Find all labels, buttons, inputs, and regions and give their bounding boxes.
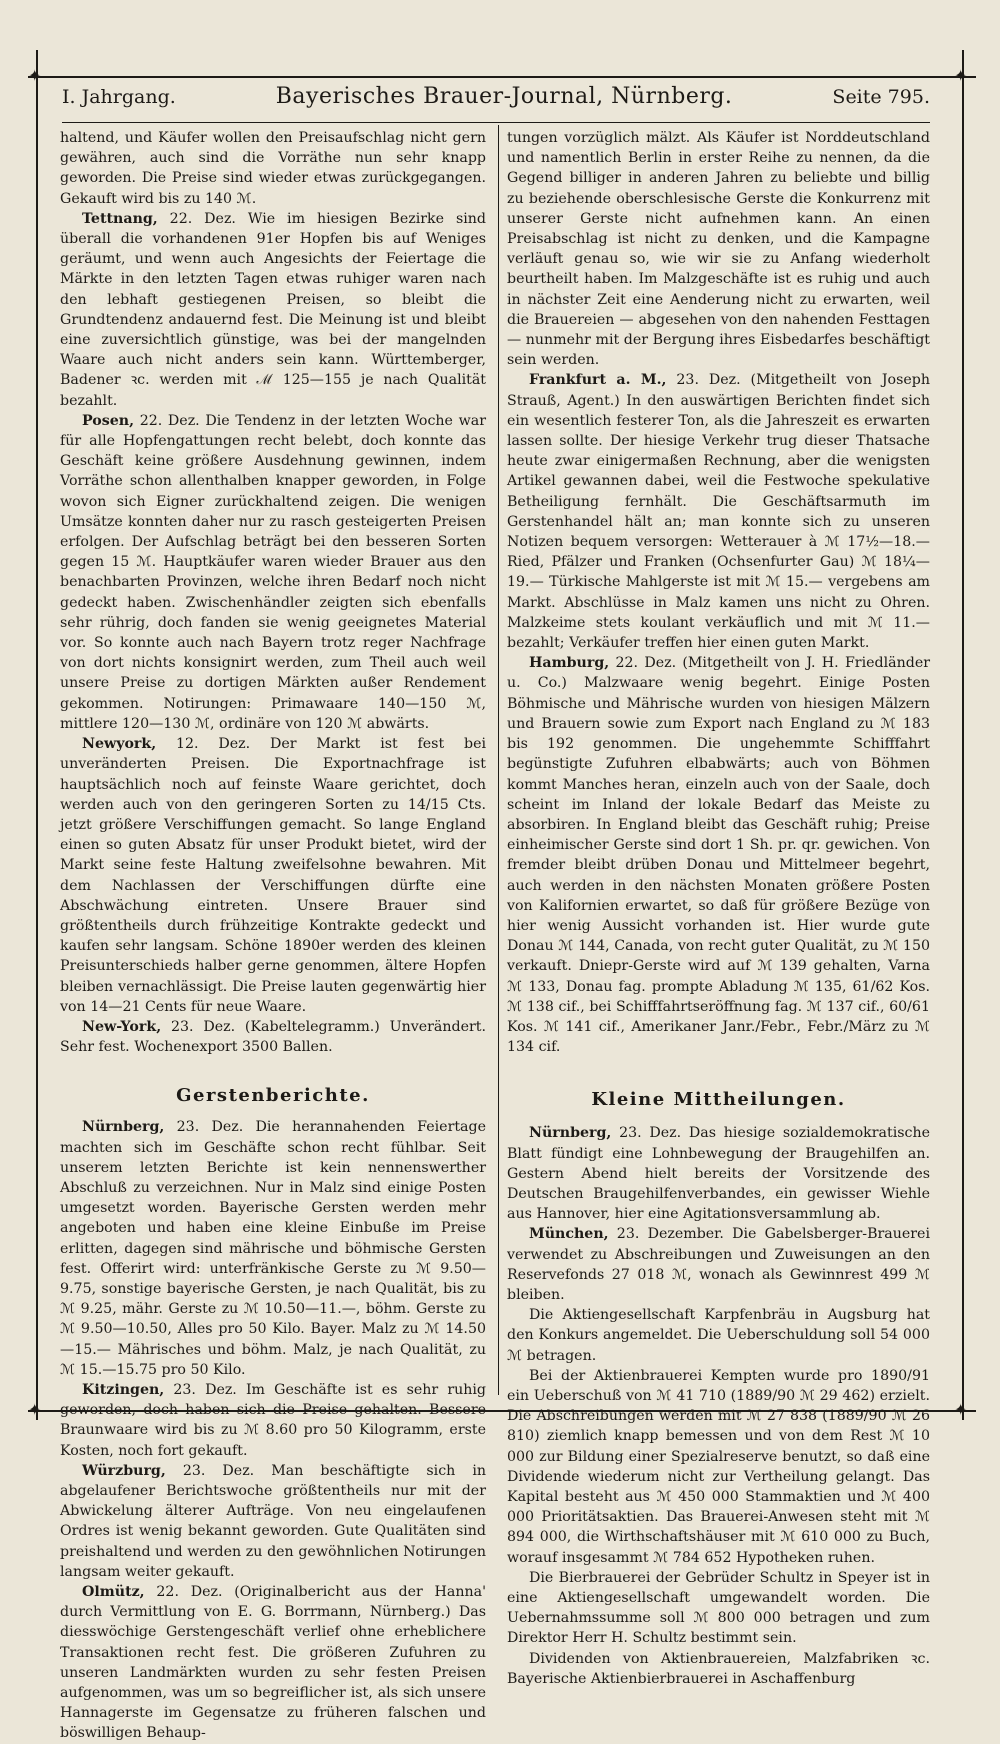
article-paragraph [60,734,486,1017]
article-paragraph [507,653,930,1057]
paragraph-text: 22. Dez. Wie im hiesigen Bezirke sind überall die vorhandenen 91er Hopfen bis auf Weniges geräumt, und wenn auch Angesichts der Feiertage die Märkte in den letzten Tagen etwas ruhiger waren nach den lebhaft gestiegenen Preisen, so bleibt die Grundtendenz andauernd fest. Die Meinung ist und bleibt eine zuversichtlich günstige, was bei der mangelnden Waare auch nicht anders sein kann. Württemberger, Badener ꝛc. werden mit ℳ 125—155 je nach Qualität bezahlt. [60,210,486,409]
frame-left-rule [36,50,38,1420]
paragraph-text: 23. Dez. Die herannahenden Feiertage machten sich im Geschäfte schon recht fühlbar. Seit unserem letzten Berichte ist kein nennenswerther Abschluß zu verzeichnen. Nur in Malz sind einige Posten umgesetzt worden. Bayerische Gersten werden mehr angeboten und haben eine kleine Einbuße im Preise erlitten, dagegen sind mährische und böhmische Gersten fest. Offerirt wird: unterfränkische Gerste zu ℳ 9.50—9.75, sonstige bayerische Gersten, je nach Qualität, bis zu ℳ 9.25, mähr. Gerste zu ℳ 10.50—11.—, böhm. Gerste zu ℳ 9.50—10.50, Alles pro 50 Kilo. Bayer. Malz zu ℳ 14.50—15.— Mährisches und böhm. Malz, je nach Qualität, zu ℳ 15.—15.75 pro 50 Kilo. [60,1119,486,1378]
article-paragraph [507,1224,930,1305]
place-heading: Würzburg, [82,1462,166,1479]
paragraph-text: 23. Dez. Man beschäftigte sich in abgelaufener Berichtswoche größtentheils nur mit der Abwickelung älterer Aufträge. Von neu eingelaufenen Ordres ist wenig bekannt geworden. Gute Qualitäten sind preishaltend und werden zu den gewöhnlichen Notirungen langsam weiter gekauft. [60,1462,486,1580]
place-heading: Olmütz, [82,1584,145,1601]
corner-ornament-icon: ✦ [28,66,42,85]
article-paragraph [60,1380,486,1461]
section-title: Kleine Mittheilungen. [591,1089,846,1111]
article-paragraph [507,370,930,653]
section-title: Gerstenberichte. [176,1085,370,1107]
paragraph-text: 23. Dez. Das hiesige sozialdemokratische Blatt fündigt eine Lohnbewegung der Braugehilfen an. Gestern Abend hielt bereits der Vorsitzende des Deutschen Braugehilfenverbandes, ein gewisser Wiehle aus Hannover, hier eine Agitationsversammlung ab. [507,1125,930,1223]
article-paragraph [60,1461,486,1582]
volume-label: I. Jahrgang. [62,86,176,108]
place-heading: München, [529,1226,609,1243]
paragraph-text: 12. Dez. Der Markt ist fest bei unveränderten Preisen. Die Exportnachfrage ist hauptsächlich noch auf feinste Waare gerichtet, doch werden auch von den geringeren Sorten zu 14/15 Cts. jetzt größere Verschiffungen gemacht. So lange England einen so guten Absatz für unser Produkt bietet, wird der Markt seine feste Haltung zweifelsohne bewahren. Mit dem Nachlassen der Verschiffungen dürfte eine Abschwächung eintreten. Unsere Brauer sind größtentheils durch frühzeitige Kontrakte gedeckt und kaufen sehr langsam. Schöne 1890er werden des kleinen Preisunterschieds halber gerne genommen, ältere Hopfen bleiben vernachlässigt. Die Preise lauten gegenwärtig hier von 14—21 Cents für neue Waare. [60,736,486,1015]
article-paragraph [60,209,486,411]
article-paragraph: Dividenden von Aktienbrauereien, Malzfabriken ꝛc. Bayerische Aktienbierbrauerei in Aschaffenburg [507,1650,930,1687]
frame-right-rule [962,50,964,1420]
place-heading: Posen, [82,412,135,429]
article-paragraph [60,1582,486,1744]
page-header [62,84,930,118]
article-paragraph: haltend, und Käufer wollen den Preisaufschlag nicht gern gewähren, auch sind die Vorräthe nun sehr knapp geworden. Die Preise sind wieder etwas zurückgegangen. Gekauft wird bis zu 140 ℳ. [60,130,486,207]
corner-ornament-icon: ✦ [954,66,968,85]
paragraph-text: 23. Dez. Im Geschäfte ist es sehr ruhig geworden, doch haben sich die Preise gehalten. Bessere Braunwaare wird bis zu ℳ 8.60 pro 50 Kilogramm, erste Kosten, noch fort gekauft. [60,1381,486,1459]
left-column [60,128,486,1744]
article-paragraph [507,1123,930,1224]
paragraph-text: 23. Dezember. Die Gabelsberger-Brauerei verwendet zu Abschreibungen und Zuweisungen an den Reservefonds 27 018 ℳ, wonach als Gewinnrest 499 ℳ bleiben. [507,1226,930,1303]
frame-top-rule [28,76,976,78]
article-paragraph [60,1117,486,1380]
right-column [507,128,930,1689]
place-heading: Tettnang, [82,210,158,227]
journal-title: Bayerisches Brauer-Journal, Nürnberg. [275,84,733,109]
place-heading: Kitzingen, [82,1381,165,1398]
article-paragraph: Bei der Aktienbrauerei Kempten wurde pro 1890/91 ein Ueberschuß von ℳ 41 710 (1889/90 ℳ 29 462) erzielt. Die Abschreibungen werden mit ℳ 27 838 (1889/90 ℳ 26 810) ziemlich knapp bemessen und von dem Rest ℳ 10 000 zur Bildung einer Spezialreserve benutzt, so daß eine Dividende wiederum nicht zur Vertheilung gelangt. Das Kapital besteht aus ℳ 450 000 Stammaktien und ℳ 400 000 Prioritätsaktien. Das Brauerei-Anwesen steht mit ℳ 894 000, die Wirthschaftshäuser mit ℳ 610 000 zu Buch, worauf insgesammt ℳ 784 652 Hypotheken ruhen. [507,1367,930,1566]
paragraph-text: 22. Dez. (Originalbericht aus der Hanna' durch Vermittlung von E. G. Borrmann, Nürnberg.) Das diesswöchige Gerstengeschäft verlief ohne erheblichere Transaktionen recht fest. Die größeren Zufuhren zu unseren Landmärkten wurden zu sehr festen Preisen aufgenommen, was um so begreiflicher ist, als sich unsere Hannagerste im Gegensatze zu früheren falschen und böswilligen Behaup- [60,1584,486,1742]
article-paragraph: Die Aktiengesellschaft Karpfenbräu in Augsburg hat den Konkurs angemeldet. Die Ueberschuldung soll 54 000 ℳ betragen. [507,1307,930,1364]
article-paragraph: tungen vorzüglich mälzt. Als Käufer ist Norddeutschland und namentlich Berlin in erster Reihe zu nennen, da die Gegend billiger in anderen Jahren zu beliebte und billig zu beziehende oberschlesische Gerste die Konkurrenz mit unserer Gerste nicht aufnehmen kann. An einen Preisabschlag ist nicht zu denken, und die Kampagne verläuft genau so, wie wir sie zu Anfang wiederholt beurtheilt haben. Im Malzgeschäfte ist es ruhig und auch in nächster Zeit eine Aenderung nicht zu erwarten, weil die Brauereien — abgesehen von den nahenden Festtagen — nunmehr mit der Bergung ihres Eisbedarfes beschäftigt sein werden. [507,130,930,369]
place-heading: Hamburg, [529,655,610,672]
place-heading: Nürnberg, [529,1125,612,1142]
paragraph-text: 22. Dez. (Mitgetheilt von J. H. Friedländer u. Co.) Malzwaare wenig begehrt. Einige Posten Böhmische und Mährische wurden von hiesigen Mälzern und Brauern sowie zum Export nach England zu ℳ 183 bis 192 genommen. Die ungehemmte Schifffahrt begünstigte Zufuhren elbabwärts; auch von Böhmen kommt Manches heran, einzeln auch von der Saale, doch scheint im Inland der lokale Bedarf das Meiste zu absorbiren. In England bleibt das Geschäft ruhig; Preise einheimischer Gerste sind dort 1 Sh. pr. qr. gewichen. Von fremder bleibt drüben Donau und Mittelmeer begehrt, auch werden in den nächsten Monaten größere Posten von Kalifornien erwartet, so daß für größere Bezüge von hier wenig Aussicht vorhanden ist. Hier wurde gute Donau ℳ 144, Canada, von recht guter Qualität, zu ℳ 150 verkauft. Dniepr-Gerste wird auf ℳ 139 gehalten, Varna ℳ 133, Donau fag. prompte Abladung ℳ 135, 61/62 Kos. ℳ 138 cif., bei Schifffahrtseröffnung fag. ℳ 137 cif., 60/61 Kos. ℳ 141 cif., Amerikaner Janr./Febr., Febr./März zu ℳ 134 cif. [507,655,930,1056]
place-heading: New-York, [82,1018,162,1035]
corner-ornament-icon: ✦ [954,1400,968,1419]
corner-ornament-icon: ✦ [28,1400,42,1419]
article-paragraph [60,1017,486,1057]
paragraph-text: 22. Dez. Die Tendenz in der letzten Woche war für alle Hopfengattungen recht belebt, doch konnte das Geschäft keine größere Ausdehnung gewinnen, indem Vorräthe schon allenthalben knapper geworden, in Folge wovon sich Eigner zurückhaltend zeigen. Die wenigen Umsätze konnten daher nur zu rasch gesteigerten Preisen erfolgen. Der Aufschlag beträgt bei den besseren Sorten gegen 15 ℳ. Hauptkäufer waren wieder Brauer aus den benachbarten Provinzen, welche ihren Bedarf noch nicht gedeckt haben. Zwischenhändler zeigten sich ebenfalls sehr rührig, doch fanden sie wenig geeignetes Material vor. So konnte auch nach Bayern trotz reger Nachfrage von dort nichts konsignirt werden, zum Theil auch weil unsere Preise zu dortigen Märkten außer Rendement gekommen. Notirungen: Primawaare 140—150 ℳ, mittlere 120—130 ℳ, ordinäre von 120 ℳ abwärts. [60,412,486,732]
paragraph-text: 23. Dez. (Kabeltelegramm.) Unverändert. Sehr fest. Wochenexport 3500 Ballen. [60,1018,486,1056]
place-heading: Newyork, [82,736,157,753]
place-heading: Frankfurt a. M., [529,372,667,389]
page-number: Seite 795. [832,86,930,108]
column-divider [498,125,499,1395]
article-paragraph: Die Bierbrauerei der Gebrüder Schultz in Speyer ist in eine Aktiengesellschaft umgewandelt worden. Die Uebernahmssumme soll ℳ 800 000 betragen und zum Direktor Herr H. Schultz bestimmt sein. [507,1569,930,1647]
article-paragraph [60,411,486,734]
place-heading: Nürnberg, [82,1119,165,1136]
paragraph-text: 23. Dez. (Mitgetheilt von Joseph Strauß, Agent.) In den auswärtigen Berichten findet sich ein wesentlich festerer Ton, als die Jahreszeit es erwarten lassen sollte. Der hiesige Verkehr trug dieser Thatsache heute zwar einigermaßen Rechnung, aber die wenigsten Artikel gewannen dabei, weil die Festwoche spekulative Betheiligung fernhält. Die Geschäftsarmuth im Gerstenhandel hält an; man konnte sich zu unseren Notizen bequem versorgen: Wetterauer à ℳ 17½—18.— Ried, Pfälzer und Franken (Ochsenfurter Gau) ℳ 18¼—19.— Türkische Mahlgerste ist mit ℳ 15.— vergebens am Markt. Abschlüsse in Malz kamen uns nicht zu Ohren. Malzkeime stets koulant verkäuflich und mit ℳ 11.— bezahlt; Verkäufer treffen hier einen guten Markt. [507,372,930,652]
header-rule [62,122,930,123]
